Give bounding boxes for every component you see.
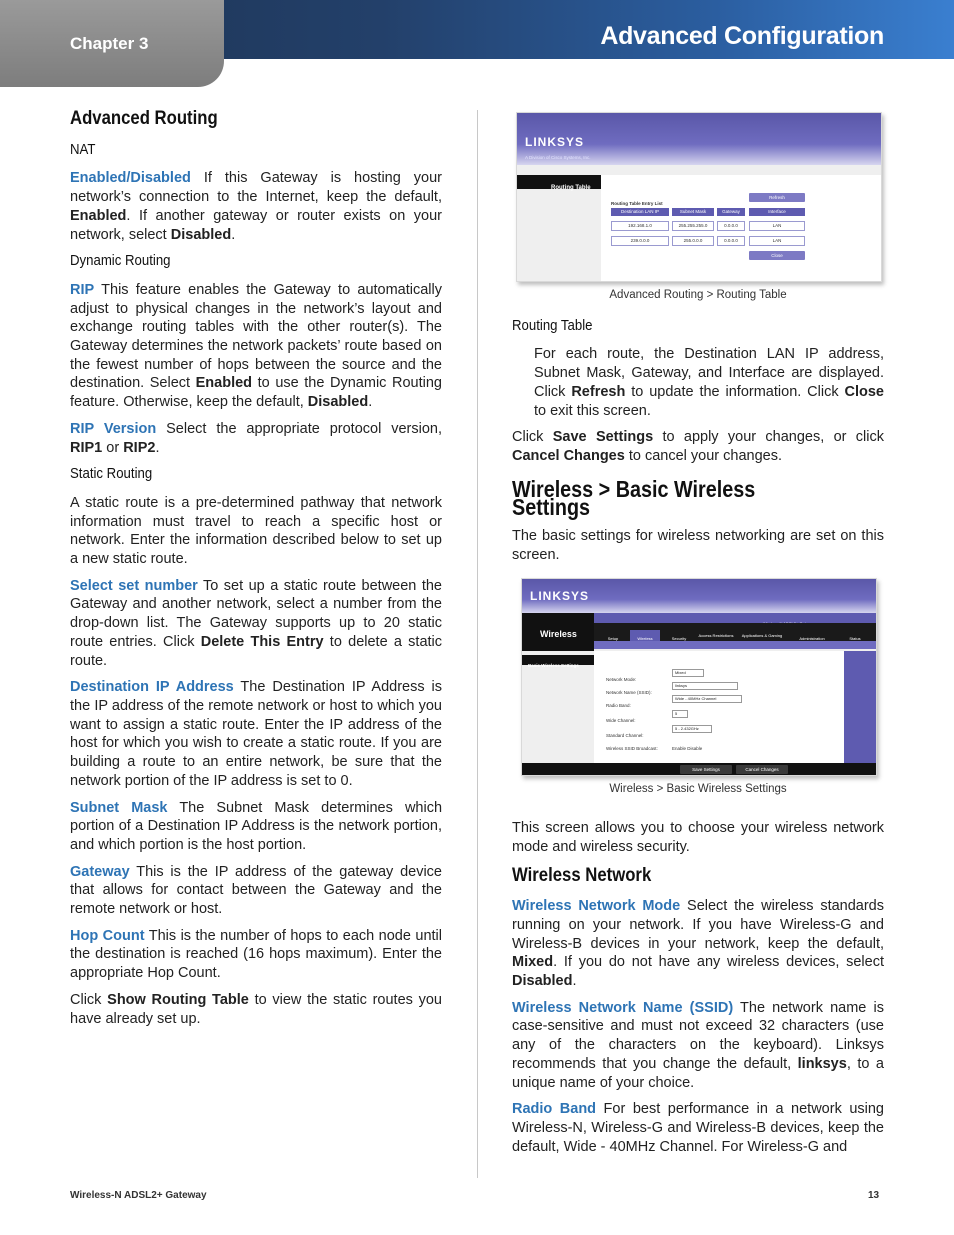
tab-access-restrictions[interactable]: Access Restrictions	[698, 633, 734, 639]
text: to use the Dynamic Routing feature. Otherwise, keep the default,	[70, 375, 442, 411]
text: .	[231, 226, 236, 243]
term-rip: RIP	[70, 281, 95, 298]
field-label: Wide Channel:	[606, 718, 636, 724]
term-enabled-disabled: Enabled/Disabled	[70, 170, 191, 187]
save-paragraph	[512, 428, 884, 465]
field-label: Network Name (SSID):	[606, 690, 652, 696]
dynamic-routing-heading: Dynamic Routing	[70, 252, 171, 270]
text: . If you do not have any wireless devices, select	[553, 954, 884, 971]
text: or	[102, 439, 124, 456]
text: .	[368, 394, 373, 411]
linksys-tagline: A Division of Cisco Systems, Inc.	[525, 155, 591, 160]
wn-ssid-paragraph	[512, 999, 884, 1093]
text: to exit this screen.	[534, 402, 651, 419]
tab-applications-gaming[interactable]: Applications & Gaming	[741, 633, 783, 639]
text: The network name is case-sensitive and must not exceed 32 characters (use any of the characters on the keyboard). Linksys recommends that you change the default,	[512, 999, 884, 1072]
term-gateway: Gateway	[70, 863, 130, 880]
refresh-button[interactable]: Refresh	[749, 193, 805, 202]
table-cell: 0.0.0.0	[717, 221, 745, 231]
wide-channel-select[interactable]: 5	[672, 710, 688, 718]
tab-status[interactable]: Status	[849, 636, 861, 642]
text: To set up a static route between the Gateway and another network, select a number from the drop-down list. The Gateway supports up to 20 static route entries. Click	[70, 577, 442, 650]
bold-text: Delete This Entry	[200, 633, 324, 650]
linksys-logo: LINKSYS	[530, 589, 590, 604]
tab-security[interactable]: Security	[671, 636, 687, 642]
table-cell: LAN	[749, 236, 805, 246]
text: The Subnet Mask determines which portion of a Destination IP Address is the network portion, and which portion is the host portion.	[70, 799, 443, 853]
side-label: Basic Wireless Settings	[528, 663, 579, 669]
figure-caption: Wireless > Basic Wireless Settings	[609, 783, 787, 796]
static-routing-heading: Static Routing	[70, 465, 153, 483]
page-title: Advanced Configuration	[600, 22, 884, 50]
field-label: Standard Channel:	[606, 733, 644, 739]
tab-setup[interactable]: Setup	[607, 636, 619, 642]
wn-mode-paragraph	[512, 897, 884, 991]
wireless-network-heading: Wireless Network	[512, 864, 652, 886]
bold-text: Disabled	[307, 394, 369, 411]
text: , to a unique name of your choice.	[512, 1055, 884, 1091]
text: Click	[70, 991, 108, 1008]
term-ssid: Wireless Network Name (SSID)	[512, 999, 734, 1016]
field-label: Network Mode:	[606, 677, 637, 683]
term-wireless-network-mode: Wireless Network Mode	[512, 898, 681, 915]
dest-ip-paragraph	[70, 678, 442, 790]
linksys-banner	[522, 579, 876, 613]
ssid-broadcast-radio[interactable]: Enable Disable	[672, 746, 703, 752]
bold-text: Enabled	[195, 375, 253, 392]
page-number: 13	[868, 1190, 880, 1201]
table-cell: 255.0.0.0	[672, 236, 714, 246]
side-panel	[522, 655, 594, 669]
ssid-input[interactable]: linksys	[672, 682, 738, 690]
bold-text: Refresh	[571, 383, 626, 400]
col-gateway: Gateway	[717, 208, 745, 216]
help-panel	[844, 651, 877, 763]
table-cell: 239.0.0.0	[611, 236, 669, 246]
section-panel	[522, 613, 594, 651]
network-mode-select[interactable]: Mixed	[672, 669, 704, 677]
text: For best performance in a network using Wireless-N, Wireless-G and Wireless-B devices, keep the default, Wide - 40MHz Channel. For Wireless-G and	[512, 1101, 884, 1155]
advanced-routing-heading: Advanced Routing	[70, 108, 218, 129]
list-title: Routing Table Entry List	[611, 201, 663, 206]
text: Select the wireless standards running on your network. If you have Wireless-G and Wireless-B devices in your network, keep the default,	[512, 898, 884, 952]
bold-text: Close	[844, 383, 884, 400]
bold-text: Disabled	[170, 226, 232, 243]
chapter-tab	[0, 0, 224, 87]
col-interface: Interface	[749, 208, 805, 216]
text: to view the static routes you have already set up.	[70, 991, 443, 1027]
term-destination-ip: Destination IP Address	[70, 679, 234, 696]
text: .	[572, 973, 577, 990]
routing-table-paragraph	[534, 345, 884, 420]
bold-text: RIP1	[70, 439, 103, 456]
text: This is the IP address of the gateway device that allows for contact between the Gateway and the remote network or host.	[70, 863, 442, 918]
tab-wireless[interactable]: Wireless	[630, 630, 660, 649]
wireless-desc-paragraph: This screen allows you to choose your wireless network mode and wireless security.	[512, 820, 884, 855]
hop-count-paragraph	[70, 927, 442, 983]
rip-version-paragraph	[70, 420, 442, 457]
text: Click	[512, 429, 553, 446]
bold-text: RIP2	[123, 439, 156, 456]
col-destination: Destination LAN IP	[611, 208, 669, 216]
wireless-intro-paragraph: The basic settings for wireless networking are set on this screen.	[512, 528, 884, 563]
column-divider	[477, 110, 478, 1178]
table-cell: 255.255.255.0	[672, 221, 714, 231]
cancel-changes-button[interactable]: Cancel Changes	[736, 765, 788, 774]
bold-text: Mixed	[512, 954, 554, 971]
radio-band-paragraph	[512, 1100, 884, 1156]
bold-text: Enabled	[70, 207, 127, 224]
text: This is the number of hops to each node until the destination is reached (16 hops maximum). Enter the appropriate Hop Count.	[70, 927, 443, 982]
sub-tabs	[594, 641, 877, 649]
side-panel	[517, 175, 601, 189]
static-intro-paragraph: A static route is a pre-determined pathway that network information must travel to reach a specific host or network. Enter the information described below to set up a new static route.	[70, 494, 442, 568]
wireless-settings-screenshot	[521, 578, 877, 776]
chapter-label: Chapter 3	[70, 34, 149, 53]
col-subnet: Subnet Mask	[672, 208, 714, 216]
close-button[interactable]: Close	[749, 251, 805, 260]
text: . If another gateway or router exists on your network, select	[70, 207, 442, 243]
standard-channel-select[interactable]: 5 - 2.432GHz	[672, 725, 712, 733]
radio-band-select[interactable]: Wide - 40MHz Channel	[672, 695, 742, 703]
wireless-section-heading: Wireless > Basic Wireless Settings	[512, 475, 756, 521]
section-label: Wireless	[540, 629, 577, 640]
routing-table-screenshot	[516, 112, 882, 282]
text: The Destination IP Address is the IP address of the remote network or host to which you want to assign a static route. Enter the IP address of the host for which you wish to create a static route. If you are building a route to an entire network, be sure that the network portion of the IP address is set to 0.	[70, 679, 442, 789]
text: For each route, the Destination LAN IP address, Subnet Mask, Gateway, and Interface are displayed. Click	[534, 346, 884, 400]
bold-text: Cancel Changes	[512, 447, 625, 464]
text: This feature enables the Gateway to automatically adjust to physical changes in the network’s layout and exchange routing tables with the other router(s). The Gateway determines the network packets’ route based on the fewest number of hops between the source and the destination. Select	[70, 281, 442, 392]
bold-text: Save Settings	[552, 429, 654, 446]
term-select-set-number: Select set number	[70, 577, 198, 594]
select-set-paragraph	[70, 577, 442, 671]
text: to update the information. Click	[625, 383, 845, 400]
term-rip-version: RIP Version	[70, 420, 157, 437]
main-tabs	[594, 623, 877, 641]
term-subnet-mask: Subnet Mask	[70, 799, 168, 816]
linksys-logo: LINKSYS	[525, 135, 585, 149]
table-cell: 0.0.0.0	[717, 236, 745, 246]
tab-administration[interactable]: Administration	[799, 636, 825, 642]
table-cell: 192.168.1.0	[611, 221, 669, 231]
text: to cancel your changes.	[624, 447, 783, 464]
field-label: Wireless SSID Broadcast:	[606, 746, 658, 752]
term-hop-count: Hop Count	[70, 927, 145, 944]
text: .	[155, 439, 160, 456]
side-label: Routing Table	[551, 185, 591, 191]
bold-text: Show Routing Table	[107, 991, 249, 1008]
save-settings-button[interactable]: Save Settings	[680, 765, 732, 774]
gateway-paragraph	[70, 863, 442, 919]
term-radio-band: Radio Band	[512, 1101, 597, 1118]
text: Select the appropriate protocol version,	[156, 420, 442, 437]
bold-text: Disabled	[512, 973, 573, 990]
product-strip	[594, 613, 877, 623]
rip-paragraph	[70, 281, 442, 412]
linksys-banner	[517, 113, 881, 165]
table-cell: LAN	[749, 221, 805, 231]
text: If this Gateway is hosting your network’s connection to the Internet, keep the default,	[70, 170, 442, 206]
routing-table-heading: Routing Table	[512, 316, 593, 334]
text: to apply your changes, or click	[653, 429, 884, 446]
field-label: Radio Band:	[606, 703, 631, 709]
figure-caption: Advanced Routing > Routing Table	[609, 289, 787, 301]
subnet-paragraph	[70, 799, 442, 855]
text: to delete a static route.	[70, 633, 443, 669]
bold-text: linksys	[797, 1055, 847, 1072]
footer-product: Wireless-N ADSL2+ Gateway	[70, 1190, 207, 1201]
show-routing-paragraph	[70, 991, 442, 1028]
nat-paragraph	[70, 169, 442, 244]
left-column	[70, 100, 442, 1036]
right-column	[512, 100, 884, 1164]
nat-heading: NAT	[70, 140, 96, 158]
